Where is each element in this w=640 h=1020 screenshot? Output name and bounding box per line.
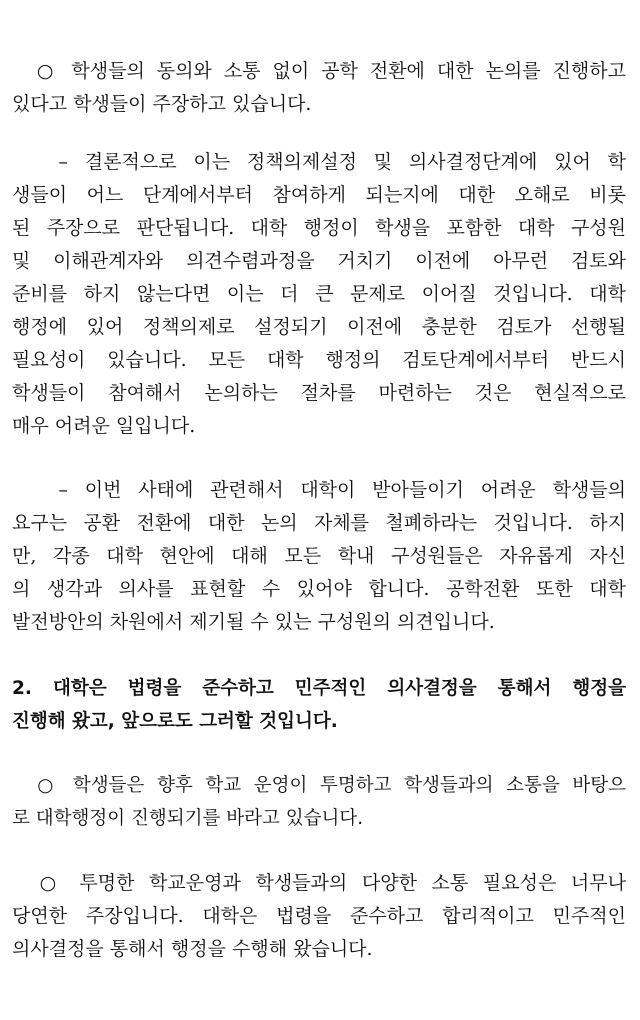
text-line: 요구는 공환 전환에 대한 논의 자체를 철폐하라는 것입니다. 하지	[12, 512, 626, 534]
paragraph-transparency-wish	[12, 769, 626, 835]
text-line: 의 생각과 의사를 표현할 수 있어야 합니다. 공학전환 또한 대학	[12, 578, 626, 600]
text-line: 발전방안의 차원에서 제기될 수 있는 구성원의 의견입니다.	[12, 611, 495, 633]
text-line: 매우 어려운 일입니다.	[12, 415, 196, 437]
text-line: 당연한 주장입니다. 대학은 법령을 준수하고 합리적이고 민주적인	[12, 905, 626, 927]
text-line: 의사결정을 통해서 행정을 수행해 왔습니다.	[12, 938, 373, 960]
paragraph-policy-response	[12, 146, 626, 443]
text-line: 및 이해관계자와 의견수렴과정을 거치기 이전에 아무런 검토와	[12, 250, 626, 272]
text-line: ○ 투명한 학교운영과 학생들과의 다양한 소통 필요성은 너무나	[12, 872, 626, 894]
text-line: 된 주장으로 판단됩니다. 대학 행정이 학생을 포함한 대학 구성원	[12, 217, 626, 239]
text-line: 만, 각종 대학 현안에 대해 모든 학내 구성원들은 자유롭게 자신	[12, 545, 626, 567]
text-line: 준비를 하지 않는다면 이는 더 큰 문제로 이어질 것입니다. 대학	[12, 283, 626, 305]
text-line: ○ 학생들은 향후 학교 운영이 투명하고 학생들과의 소통을 바탕으	[12, 775, 626, 796]
section-heading-2	[12, 672, 626, 738]
paragraph-student-demand	[12, 474, 626, 639]
text-line: 행정에 있어 정책의제로 설정되기 이전에 충분한 검토가 선행될	[12, 316, 626, 338]
text-line: ○ 학생들의 동의와 소통 없이 공학 전환에 대한 논의를 진행하고	[12, 60, 626, 82]
text-line: 진행해 왔고, 앞으로도 그러할 것입니다.	[12, 711, 338, 732]
text-line: 필요성이 있습니다. 모든 대학 행정의 검토단계에서부터 반드시	[12, 349, 626, 371]
text-line: 생들이 어느 단계에서부터 참여하게 되는지에 대한 오해로 비롯	[12, 184, 626, 206]
text-line: 있다고 학생들이 주장하고 있습니다.	[12, 93, 312, 115]
paragraph-students-claim	[12, 55, 626, 121]
text-line: 로 대학행정이 진행되기를 바라고 있습니다.	[12, 808, 364, 829]
text-line: – 결론적으로 이는 정책의제설정 및 의사결정단계에 있어 학	[12, 151, 626, 173]
text-line: – 이번 사태에 관련해서 대학이 받아들이기 어려운 학생들의	[12, 479, 626, 501]
text-line: 2. 대학은 법령을 준수하고 민주적인 의사결정을 통해서 행정을	[12, 678, 626, 699]
text-line: 학생들이 참여해서 논의하는 절차를 마련하는 것은 현실적으로	[12, 382, 626, 404]
paragraph-university-response	[12, 867, 626, 966]
